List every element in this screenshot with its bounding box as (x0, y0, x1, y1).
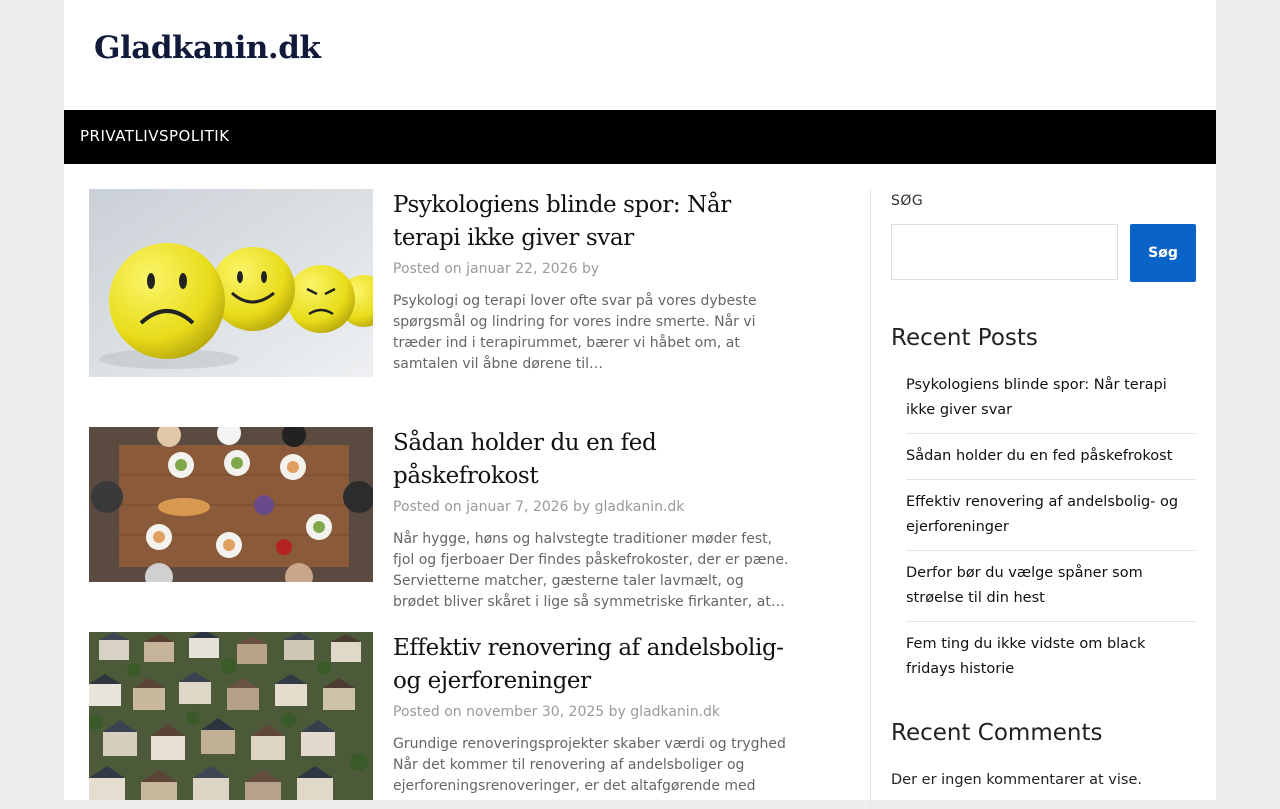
recent-post-link[interactable]: Sådan holder du en fed påskefrokost (906, 444, 1196, 480)
post-meta (393, 702, 803, 722)
meta-by: by (573, 499, 591, 515)
recent-post-link[interactable]: Fem ting du ikke vidste om black fridays historie (906, 636, 1146, 677)
meta-by: by (581, 261, 600, 277)
recent-comments-title: Recent Comments (891, 720, 1103, 746)
post-date[interactable]: januar 22, 2026 (466, 261, 578, 277)
post-meta (393, 497, 803, 517)
post-author[interactable]: gladkanin.dk (630, 704, 721, 720)
meta-prefix: Posted on (393, 261, 462, 277)
post-title[interactable]: Psykologiens blinde spor: Når terapi ikke giver svar (393, 192, 731, 251)
post-body (393, 427, 803, 613)
content-divider (870, 189, 871, 809)
post-body (393, 189, 803, 375)
meta-by: by (608, 704, 626, 720)
post-excerpt: Når hygge, høns og halvstegte traditioner møder fest, fjol og fjerboaer Der findes påskefrokoster, der er pæne. Servietterne matcher, gæsterne taler lavmælt, og brødet bliver skåret i lige så symmetriske firkanter, at… (393, 531, 789, 610)
site-header (64, 0, 1216, 110)
recent-post-link[interactable]: Psykologiens blinde spor: Når terapi ikke giver svar (906, 373, 1196, 434)
post-title[interactable]: Effektiv renovering af andelsbolig- og ejerforeninger (393, 635, 784, 694)
post-title[interactable]: Sådan holder du en fed påskefrokost (393, 430, 657, 489)
meta-prefix: Posted on (393, 704, 462, 720)
post-excerpt: Psykologi og terapi lover ofte svar på vores dybeste spørgsmål og lindring for vores indre smerte. Når vi træder ind i terapirummet, bærer vi håbet om, at samtalen vil åbne dørene til… (393, 293, 757, 372)
emoji-balls-image (89, 189, 373, 377)
post-thumbnail[interactable] (89, 632, 373, 800)
recent-posts-list (906, 373, 1211, 702)
post-date[interactable]: januar 7, 2026 (466, 499, 569, 515)
sidebar (891, 189, 1196, 788)
no-comments-text: Der er ingen kommentarer at vise. (891, 772, 1142, 788)
houses-aerial-image (89, 632, 373, 800)
post-thumbnail[interactable] (89, 189, 373, 377)
main-navigation (64, 110, 1216, 164)
meta-prefix: Posted on (393, 499, 462, 515)
post-date[interactable]: november 30, 2025 (466, 704, 605, 720)
post-body (393, 632, 803, 797)
search-label: SØG (891, 193, 924, 209)
recent-post-link[interactable]: Effektiv renovering af andelsbolig- og ejerforeninger (906, 490, 1196, 551)
recent-post-link[interactable]: Derfor bør du vælge spåner som strøelse til din hest (906, 561, 1196, 622)
page (64, 0, 1216, 800)
recent-posts-title: Recent Posts (891, 325, 1038, 351)
post-excerpt: Grundige renoveringsprojekter skaber værdi og tryghed Når det kommer til renovering af andelsboliger og ejerforeningsrenoveringer, er det altafgørende med (393, 736, 786, 794)
dinner-table-image (89, 427, 373, 582)
search-button[interactable]: Søg (1130, 224, 1196, 282)
post-author[interactable]: gladkanin.dk (594, 499, 685, 515)
search-input[interactable] (891, 224, 1118, 280)
post-thumbnail[interactable] (89, 427, 373, 582)
post-meta (393, 259, 803, 279)
site-title[interactable]: Gladkanin.dk (94, 30, 321, 66)
nav-item-privatlivspolitik[interactable]: PRIVATLIVSPOLITIK (80, 127, 230, 145)
